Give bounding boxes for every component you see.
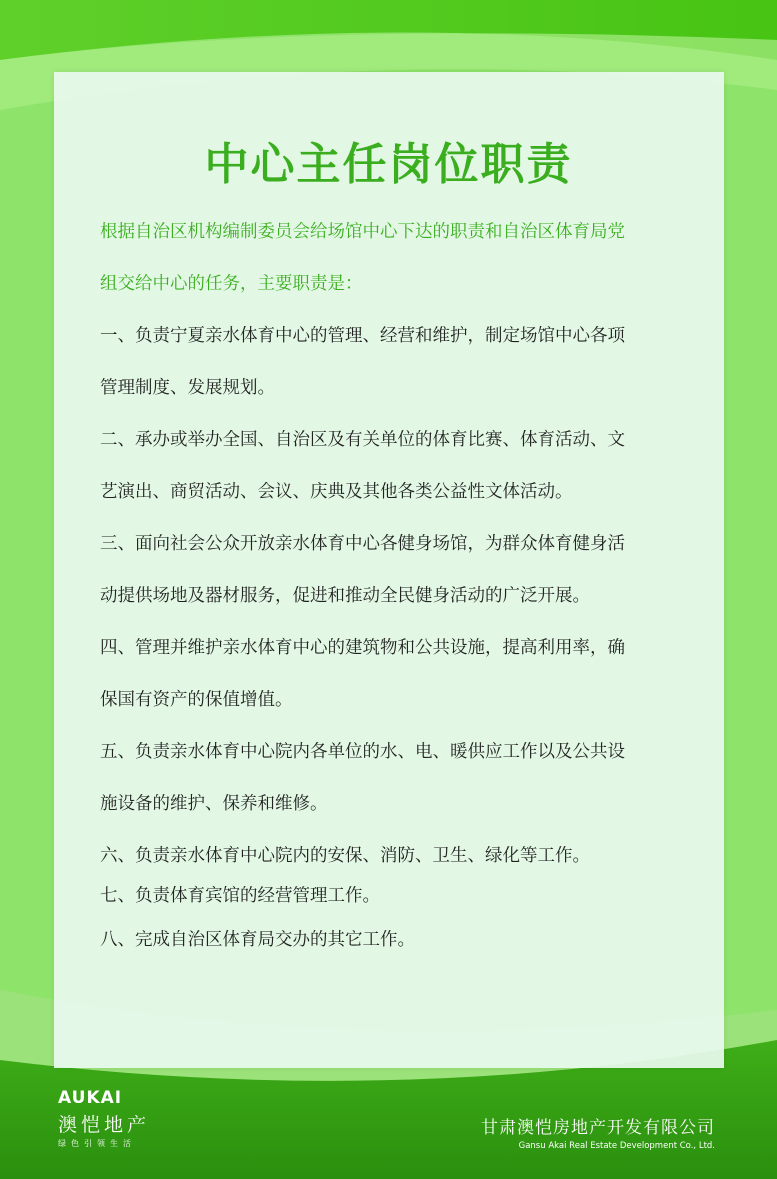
brand-name-cn: 澳恺地产 [58,1114,151,1136]
brand-name-en: AUKAI [58,1088,123,1108]
duty-item-5 [100,726,680,830]
brand-logo [58,1088,150,1149]
duty-line: 动提供场地及器材服务，促进和推动全民健身活动的广泛开展。 [100,586,590,606]
duty-line: 保国有资产的保值增值。 [100,690,293,710]
intro-line: 组交给中心的任务，主要职责是： [100,274,363,294]
brand-slogan: 绿色引领生活 [58,1139,136,1148]
duty-line: 四、管理并维护亲水体育中心的建筑物和公共设施，提高利用率，确 [100,638,625,658]
company-name-en: Gansu Akai Real Estate Development Co., Ltd. [518,1141,715,1151]
duty-line: 六、负责亲水体育中心院内的安保、消防、卫生、绿化等工作。 [100,846,590,866]
intro-text [100,206,680,310]
duty-line: 二、承办或举办全国、自治区及有关单位的体育比赛、体育活动、文 [100,430,625,450]
duty-line: 七、负责体育宾馆的经营管理工作。 [100,886,380,906]
duty-item-8 [100,914,680,966]
duty-line: 五、负责亲水体育中心院内各单位的水、电、暖供应工作以及公共设 [100,742,625,762]
duty-line: 管理制度、发展规划。 [100,378,275,398]
duty-line: 一、负责宁夏亲水体育中心的管理、经营和维护，制定场馆中心各项 [100,326,625,346]
duty-line: 施设备的维护、保养和维修。 [100,794,328,814]
intro-line: 根据自治区机构编制委员会给场馆中心下达的职责和自治区体育局党 [100,222,625,242]
duty-item-2 [100,414,680,518]
company-name-cn: 甘肃澳恺房地产开发有限公司 [481,1118,715,1138]
duty-line: 三、面向社会公众开放亲水体育中心各健身场馆，为群众体育健身活 [100,534,625,554]
duty-line: 八、完成自治区体育局交办的其它工作。 [100,930,415,950]
duty-line: 艺演出、商贸活动、会议、庆典及其他各类公益性文体活动。 [100,482,573,502]
duty-item-1 [100,310,680,414]
duty-item-4 [100,622,680,726]
page-title: 中心主任岗位职责 [204,139,573,190]
company-name [481,1113,715,1151]
duty-item-3 [100,518,680,622]
